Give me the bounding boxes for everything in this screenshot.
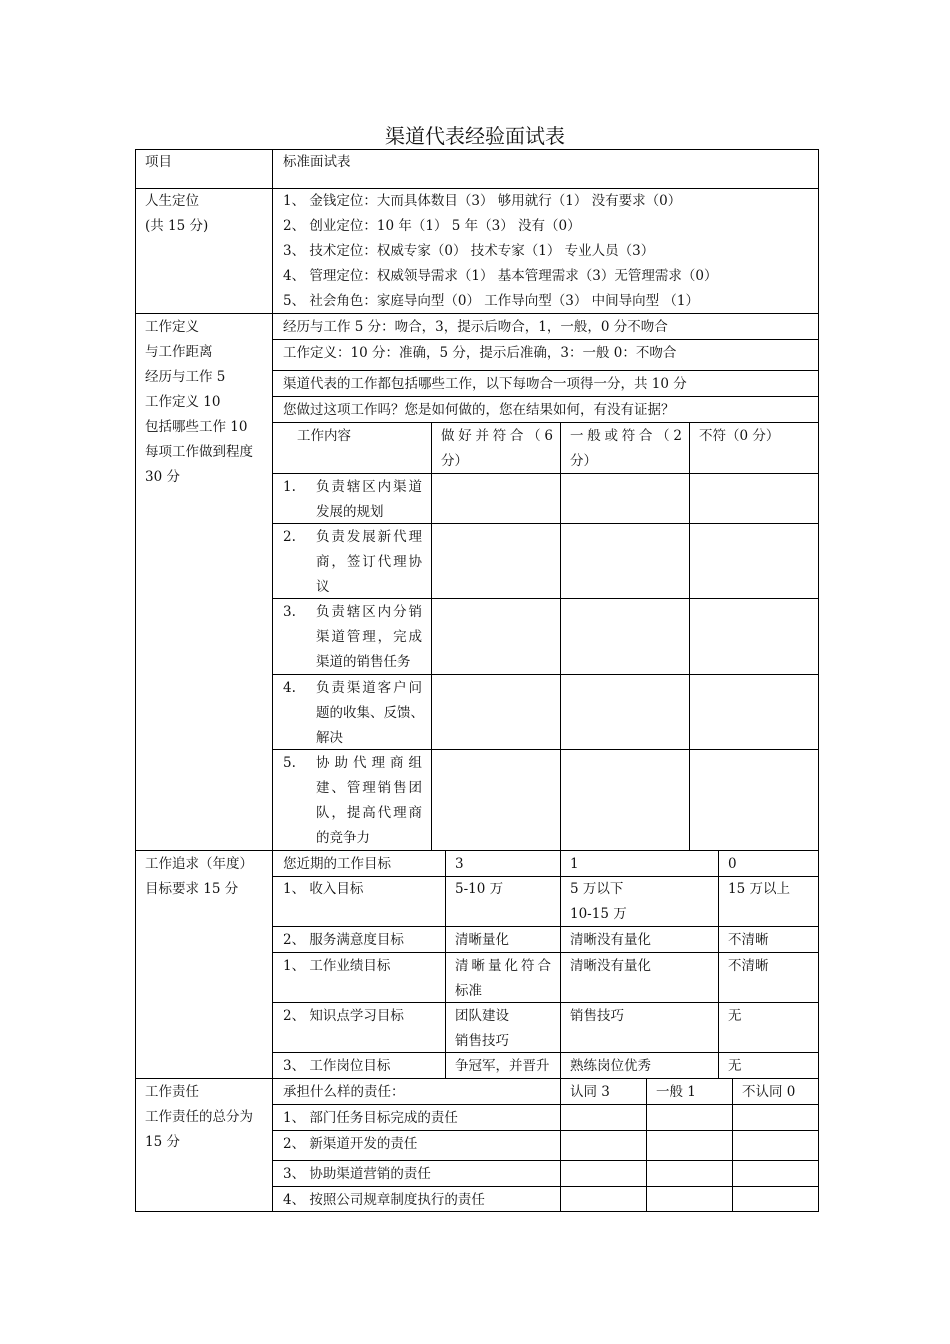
workdef-row-4: 您做过这项工作吗？您是如何做的，您在结果如何，有没有证据？	[283, 402, 675, 418]
header-project: 项目	[145, 154, 172, 170]
workdef-row-1: 经历与工作 5 分：吻合，3，提示后吻合，1，一般，0 分不吻合	[283, 319, 668, 335]
resp-header-question: 承担什么样的责任：	[283, 1084, 405, 1100]
col-header-good-2: 分）	[441, 453, 468, 469]
resp-item-3: 3、 协助渠道营销的责任	[283, 1166, 431, 1182]
header-standard: 标准面试表	[283, 154, 351, 170]
task-2-no: 2.	[283, 529, 296, 545]
col-header-good: 做好并符合（6	[441, 428, 553, 444]
pursuit-row-1-c3: 5-10 万	[455, 881, 504, 897]
pursuit-row-1-c0: 15 万以上	[728, 881, 790, 897]
pursuit-row-1-label: 1、 收入目标	[283, 881, 364, 897]
workdef-row-2: 工作定义：10 分：准确，5 分，提示后准确，3：一般 0：不吻合	[283, 345, 677, 361]
pursuit-row-1-c1a: 5 万以下	[570, 881, 624, 897]
task-1-line-1: 负责辖区内渠道	[316, 479, 422, 495]
pursuit-row-4-c3a: 团队建设	[455, 1008, 509, 1024]
page-title: 渠道代表经验面试表	[385, 124, 565, 148]
resp-header-agree: 认同 3	[570, 1084, 610, 1100]
life-score: (共 15 分)	[145, 218, 209, 234]
task-4-line-3: 解决	[316, 730, 343, 746]
life-item-2: 2、 创业定位：10 年（1） 5 年（3） 没有（0）	[283, 218, 581, 234]
task-1-no: 1.	[283, 479, 296, 495]
workdef-row-3: 渠道代表的工作都包括哪些工作，以下每吻合一项得一分，共 10 分	[283, 376, 687, 392]
pursuit-row-1-c1b: 10-15 万	[570, 906, 627, 922]
life-item-4: 4、 管理定位：权威领导需求（1） 基本管理需求（3）无管理需求（0）	[283, 268, 718, 284]
col-header-avg: 一般或符合（2	[570, 428, 682, 444]
life-item-5: 5、 社会角色：家庭导向型（0） 工作导向型（3） 中间导向型 （1）	[283, 293, 700, 309]
pursuit-left-2: 目标要求 15 分	[145, 881, 239, 897]
life-item-1: 1、 金钱定位：大而具体数目（3） 够用就行（1） 没有要求（0）	[283, 193, 682, 209]
workdef-left-7: 30 分	[145, 469, 180, 485]
task-2-line-2: 商，签订代理协	[316, 554, 422, 570]
workdef-left-3: 经历与工作 5	[145, 369, 226, 385]
task-3-line-2: 渠道管理，完成	[316, 629, 422, 645]
pursuit-row-2-c0: 不清晰	[728, 932, 769, 948]
col-header-avg-2: 分）	[570, 453, 597, 469]
pursuit-left-1: 工作追求（年度）	[145, 856, 253, 872]
resp-header-disagree: 不认同 0	[742, 1084, 796, 1100]
pursuit-row-5-label: 3、 工作岗位目标	[283, 1058, 391, 1074]
workdef-left-1: 工作定义	[145, 319, 199, 335]
workdef-left-2: 与工作距离	[145, 344, 213, 360]
task-4-line-2: 题的收集、反馈、	[316, 705, 424, 721]
resp-left-1: 工作责任	[145, 1084, 199, 1100]
task-3-line-1: 负责辖区内分销	[316, 604, 422, 620]
resp-left-3: 15 分	[145, 1134, 180, 1150]
pursuit-row-4-c1: 销售技巧	[570, 1008, 624, 1024]
pursuit-row-3-c1: 清晰没有量化	[570, 958, 651, 974]
workdef-left-6: 每项工作做到程度	[145, 444, 253, 460]
pursuit-header-3: 3	[455, 856, 464, 872]
pursuit-row-2-c1: 清晰没有量化	[570, 932, 651, 948]
pursuit-row-3-c0: 不清晰	[728, 958, 769, 974]
task-5-line-4: 的竞争力	[316, 830, 370, 846]
resp-item-2: 2、 新渠道开发的责任	[283, 1136, 418, 1152]
pursuit-row-2-label: 2、 服务满意度目标	[283, 932, 404, 948]
task-4-line-1: 负责渠道客户问	[316, 680, 422, 696]
resp-item-1: 1、 部门任务目标完成的责任	[283, 1110, 458, 1126]
pursuit-row-4-label: 2、 知识点学习目标	[283, 1008, 404, 1024]
task-3-line-3: 渠道的销售任务	[316, 654, 411, 670]
task-5-line-1: 协助代理商组	[316, 755, 422, 771]
pursuit-row-3-c3b: 标准	[455, 983, 482, 999]
pursuit-row-3-label: 1、 工作业绩目标	[283, 958, 391, 974]
pursuit-row-5-c3: 争冠军，并晋升	[455, 1058, 550, 1074]
pursuit-row-2-c3: 清晰量化	[455, 932, 509, 948]
task-5-line-3: 队，提高代理商	[316, 805, 422, 821]
pursuit-header-0: 0	[728, 856, 737, 872]
resp-header-neutral: 一般 1	[656, 1084, 696, 1100]
task-3-no: 3.	[283, 604, 296, 620]
workdef-left-4: 工作定义 10	[145, 394, 221, 410]
resp-left-2: 工作责任的总分为	[145, 1109, 253, 1125]
pursuit-row-5-c1: 熟练岗位优秀	[570, 1058, 651, 1074]
life-item-3: 3、 技术定位：权威专家（0） 技术专家（1） 专业人员（3）	[283, 243, 655, 259]
col-header-no: 不符（0 分）	[699, 428, 780, 444]
pursuit-header-1: 1	[570, 856, 579, 872]
pursuit-header-goal: 您近期的工作目标	[283, 856, 391, 872]
task-2-line-3: 议	[316, 579, 330, 595]
workdef-left-5: 包括哪些工作 10	[145, 419, 248, 435]
task-2-line-1: 负责发展新代理	[316, 529, 422, 545]
pursuit-row-5-c0: 无	[728, 1058, 742, 1074]
life-label: 人生定位	[145, 193, 199, 209]
pursuit-row-3-c3a: 清晰量化符合	[455, 958, 551, 974]
task-4-no: 4.	[283, 680, 296, 696]
pursuit-row-4-c0: 无	[728, 1008, 742, 1024]
col-header-content: 工作内容	[297, 428, 351, 444]
task-5-line-2: 建、管理销售团	[316, 780, 422, 796]
resp-item-4: 4、 按照公司规章制度执行的责任	[283, 1192, 485, 1208]
task-5-no: 5.	[283, 755, 296, 771]
pursuit-row-4-c3b: 销售技巧	[455, 1033, 509, 1049]
task-1-line-2: 发展的规划	[316, 504, 384, 520]
